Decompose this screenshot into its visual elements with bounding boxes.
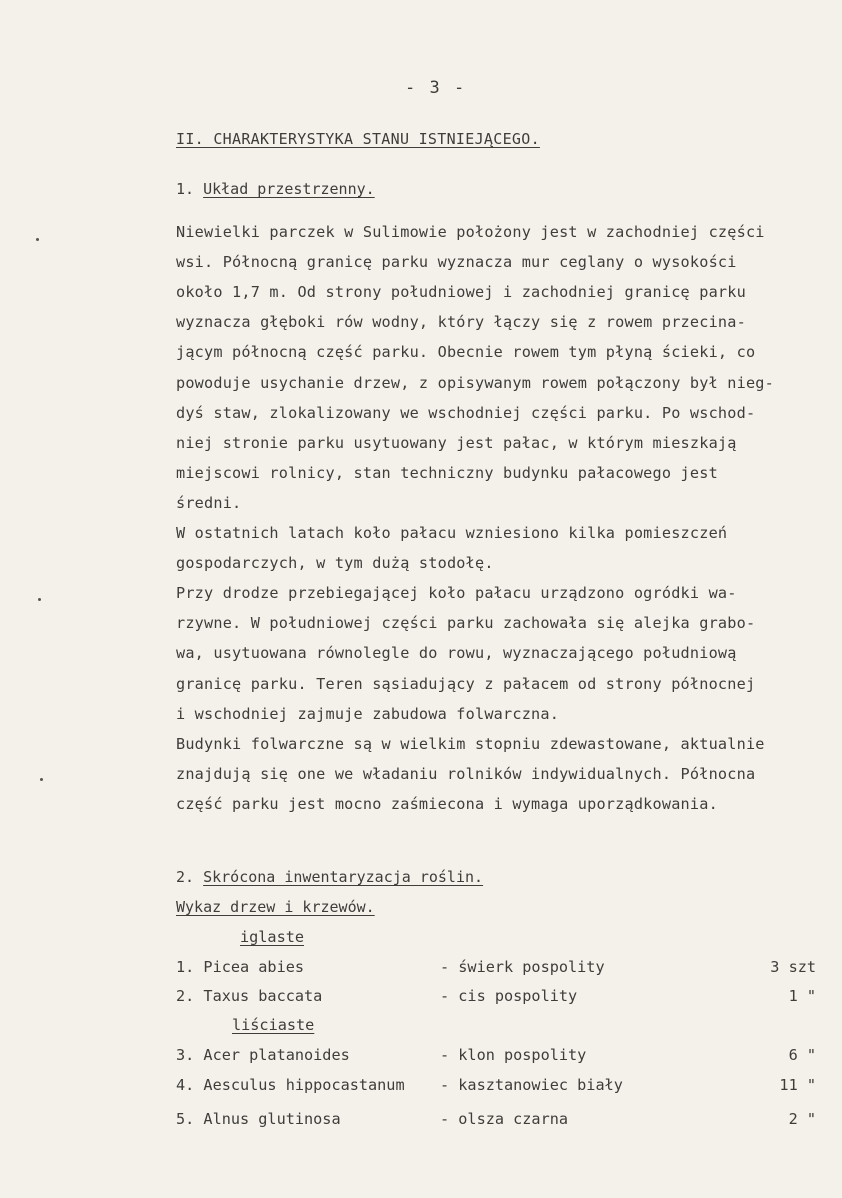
body-line: znajdują się one we władaniu rolników indywidualnych. Północna — [176, 764, 756, 783]
inventory-row — [176, 958, 816, 978]
inventory-row — [176, 1046, 816, 1066]
body-line: Przy drodze przebiegającej koło pałacu urządzono ogródki wa- — [176, 584, 737, 603]
body-line: niej stronie parku usytuowany jest pałac, w którym mieszkają — [176, 433, 737, 452]
polish-name: - cis pospolity — [440, 987, 578, 1005]
latin-name: 5. Alnus glutinosa — [176, 1110, 341, 1128]
body-line: wa, usytuowana równolegle do rowu, wyznaczającego południową — [176, 644, 737, 663]
polish-name: - kasztanowiec biały — [440, 1076, 623, 1094]
body-line: część parku jest mocno zaśmiecona i wymaga uporządkowania. — [176, 794, 718, 813]
section2-header — [176, 868, 483, 886]
body-line: rzywne. W południowej części parku zachowała się alejka grabo- — [176, 614, 756, 633]
body-line: granicę parku. Teren sąsiadujący z pałacem od strony północnej — [176, 674, 756, 693]
body-line: miejscowi rolnicy, stan techniczny budynku pałacowego jest — [176, 463, 718, 482]
body-line: średni. — [176, 493, 242, 512]
body-line: wyznacza głęboki rów wodny, który łączy się z rowem przecina- — [176, 313, 746, 332]
body-line: jącym północną część parku. Obecnie rowem tym płyną ścieki, co — [176, 343, 756, 362]
section2-title: Skrócona inwentaryzacja roślin. — [203, 868, 484, 886]
body-line: W ostatnich latach koło pałacu wzniesiono kilka pomieszczeń — [176, 524, 728, 542]
body-line: Budynki folwarczne są w wielkim stopniu zdewastowane, aktualnie — [176, 734, 765, 753]
polish-name: - olsza czarna — [440, 1110, 569, 1128]
page-number: - 3 - — [405, 78, 467, 98]
chapter-heading: II. CHARAKTERYSTYKA STANU ISTNIEJĄCEGO. — [176, 130, 540, 148]
quantity: 2 " — [788, 1110, 816, 1128]
latin-name: 3. Acer platanoides — [176, 1046, 350, 1064]
group-label-conifers: iglaste — [240, 928, 305, 946]
group-label-deciduous: liściaste — [232, 1016, 315, 1034]
body-line: dyś staw, zlokalizowany we wschodniej części parku. Po wschod- — [176, 403, 756, 422]
paper-mark — [40, 778, 43, 781]
section2-number: 2. — [176, 868, 195, 886]
quantity: 6 " — [788, 1046, 816, 1064]
latin-name: 4. Aesculus hippocastanum — [176, 1076, 405, 1094]
body-line: gospodarczych, w tym dużą stodołę. — [176, 554, 494, 573]
inventory-row — [176, 987, 816, 1007]
body-line: i wschodniej zajmuje zabudowa folwarczna. — [176, 704, 560, 723]
body-line: powoduje usychanie drzew, z opisywanym rowem połączony był nieg- — [176, 373, 774, 392]
polish-name: - świerk pospolity — [440, 958, 605, 976]
latin-name: 2. Taxus baccata — [176, 987, 323, 1005]
quantity: 11 " — [779, 1076, 816, 1094]
paper-mark — [38, 598, 41, 601]
body-line: Niewielki parczek w Sulimowie położony jest w zachodniej części — [176, 223, 765, 241]
latin-name: 1. Picea abies — [176, 958, 305, 976]
inventory-row — [176, 1110, 816, 1130]
body-line: wsi. Północną granicę parku wyznacza mur ceglany o wysokości — [176, 253, 737, 272]
paper-mark — [36, 238, 39, 241]
body-line: około 1,7 m. Od strony południowej i zachodniej granicę parku — [176, 283, 746, 302]
inventory-row — [176, 1076, 816, 1096]
section1-header — [176, 180, 375, 198]
section1-number: 1. — [176, 180, 195, 198]
quantity: 3 szt — [770, 958, 816, 976]
section2-subtitle: Wykaz drzew i krzewów. — [176, 898, 375, 916]
polish-name: - klon pospolity — [440, 1046, 587, 1064]
quantity: 1 " — [788, 987, 816, 1005]
section1-title: Układ przestrzenny. — [203, 180, 375, 198]
